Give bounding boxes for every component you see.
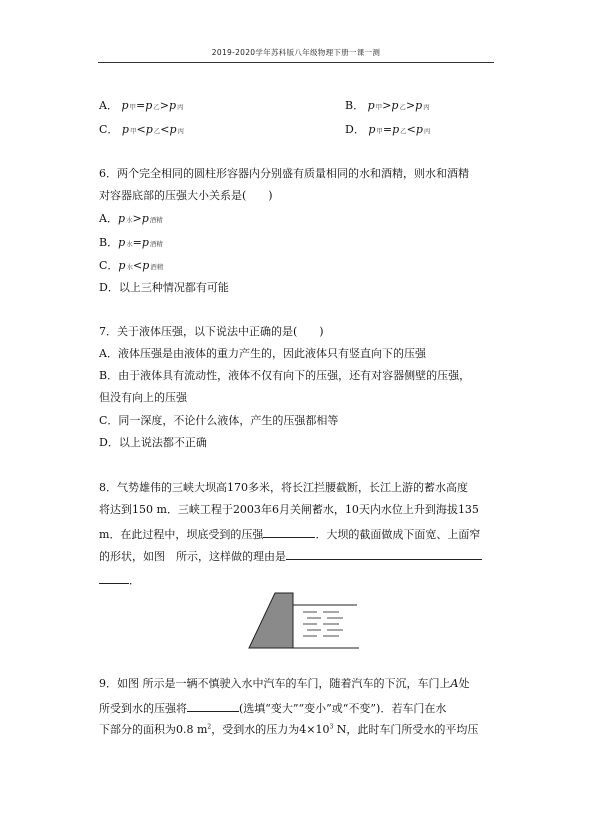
q8-line3: m．在此过程中，坝底受到的压强 ．大坝的截面做成下面宽、上面窄 (99, 528, 481, 541)
q8-line2: 将达到150 m．三峡工程于2003年6月关闸蓄水，10天内水位上升到海拔135 (99, 503, 479, 516)
q7-stem: 7．关于液体压强，以下说法中正确的是( ) (99, 325, 324, 338)
q9-line3: 下部分的面积为0.8 $m^2$，受到水的压力为$4\times 10^3$ N，此时车门所受水的平均压 (99, 723, 479, 736)
q5-option-c: C． p甲<p乙<p丙 (99, 123, 184, 136)
q7-option-a: A．液体压强是由液体的重力产生的，因此液体只有竖直向下的压强 (99, 347, 426, 360)
q9-line1: 9．如图 所示是一辆不慎驶入水中汽车的车门，随着汽车的下沉，车门上A处 (99, 677, 470, 690)
q6-stem-line2: 对容器底部的压强大小关系是( ) (99, 189, 273, 202)
q9-line2: 所受到水的压强将 (选填“变大”“变小”或“不变”)．若车门在水 (99, 702, 447, 715)
dam-diagram (247, 591, 359, 649)
q6-option-a: A．p水>p酒精 (99, 212, 163, 225)
q6-option-b: B．p水=p酒精 (99, 236, 163, 249)
q8-blank-2[interactable] (286, 548, 482, 560)
q6-option-d: D．以上三种情况都有可能 (99, 281, 229, 294)
header-divider (98, 62, 494, 63)
q8-blank-1[interactable] (263, 526, 315, 538)
water-marks (303, 612, 343, 636)
q8-line5: ． (99, 572, 140, 588)
q5-option-a: A． p甲=p乙>p丙 (99, 99, 184, 112)
q9-blank-1[interactable] (187, 700, 239, 712)
q5-option-d: D． p甲=p乙<p丙 (345, 123, 431, 136)
q7-option-b-line1: B．由于液体具有流动性，液体不仅有向下的压强，还有对容器侧壁的压强， (99, 369, 471, 382)
q5-option-b: B． p甲>p乙>p丙 (345, 99, 430, 112)
q7-option-d: D．以上说法都不正确 (99, 436, 207, 449)
q7-option-c: C．同一深度，不论什么液体，产生的压强都相等 (99, 414, 339, 427)
q6-option-c: C．p水<p酒精 (99, 259, 164, 272)
q7-option-b-line2: 但没有向上的压强 (99, 391, 187, 404)
dam-cross-section (249, 593, 293, 648)
q8-line1: 8．气势雄伟的三峡大坝高170多米，将长江拦腰截断，长江上游的蓄水高度 (99, 481, 468, 494)
q6-stem-line1: 6．两个完全相同的圆柱形容器内分别盛有质量相同的水和酒精，则水和酒精 (99, 167, 469, 180)
page-header: 2019-2020学年苏科版八年级物理下册一课一测 (211, 48, 381, 57)
q8-blank-2-cont[interactable] (99, 572, 129, 584)
q8-line4: 的形状，如图 所示，这样做的理由是 (99, 548, 482, 564)
